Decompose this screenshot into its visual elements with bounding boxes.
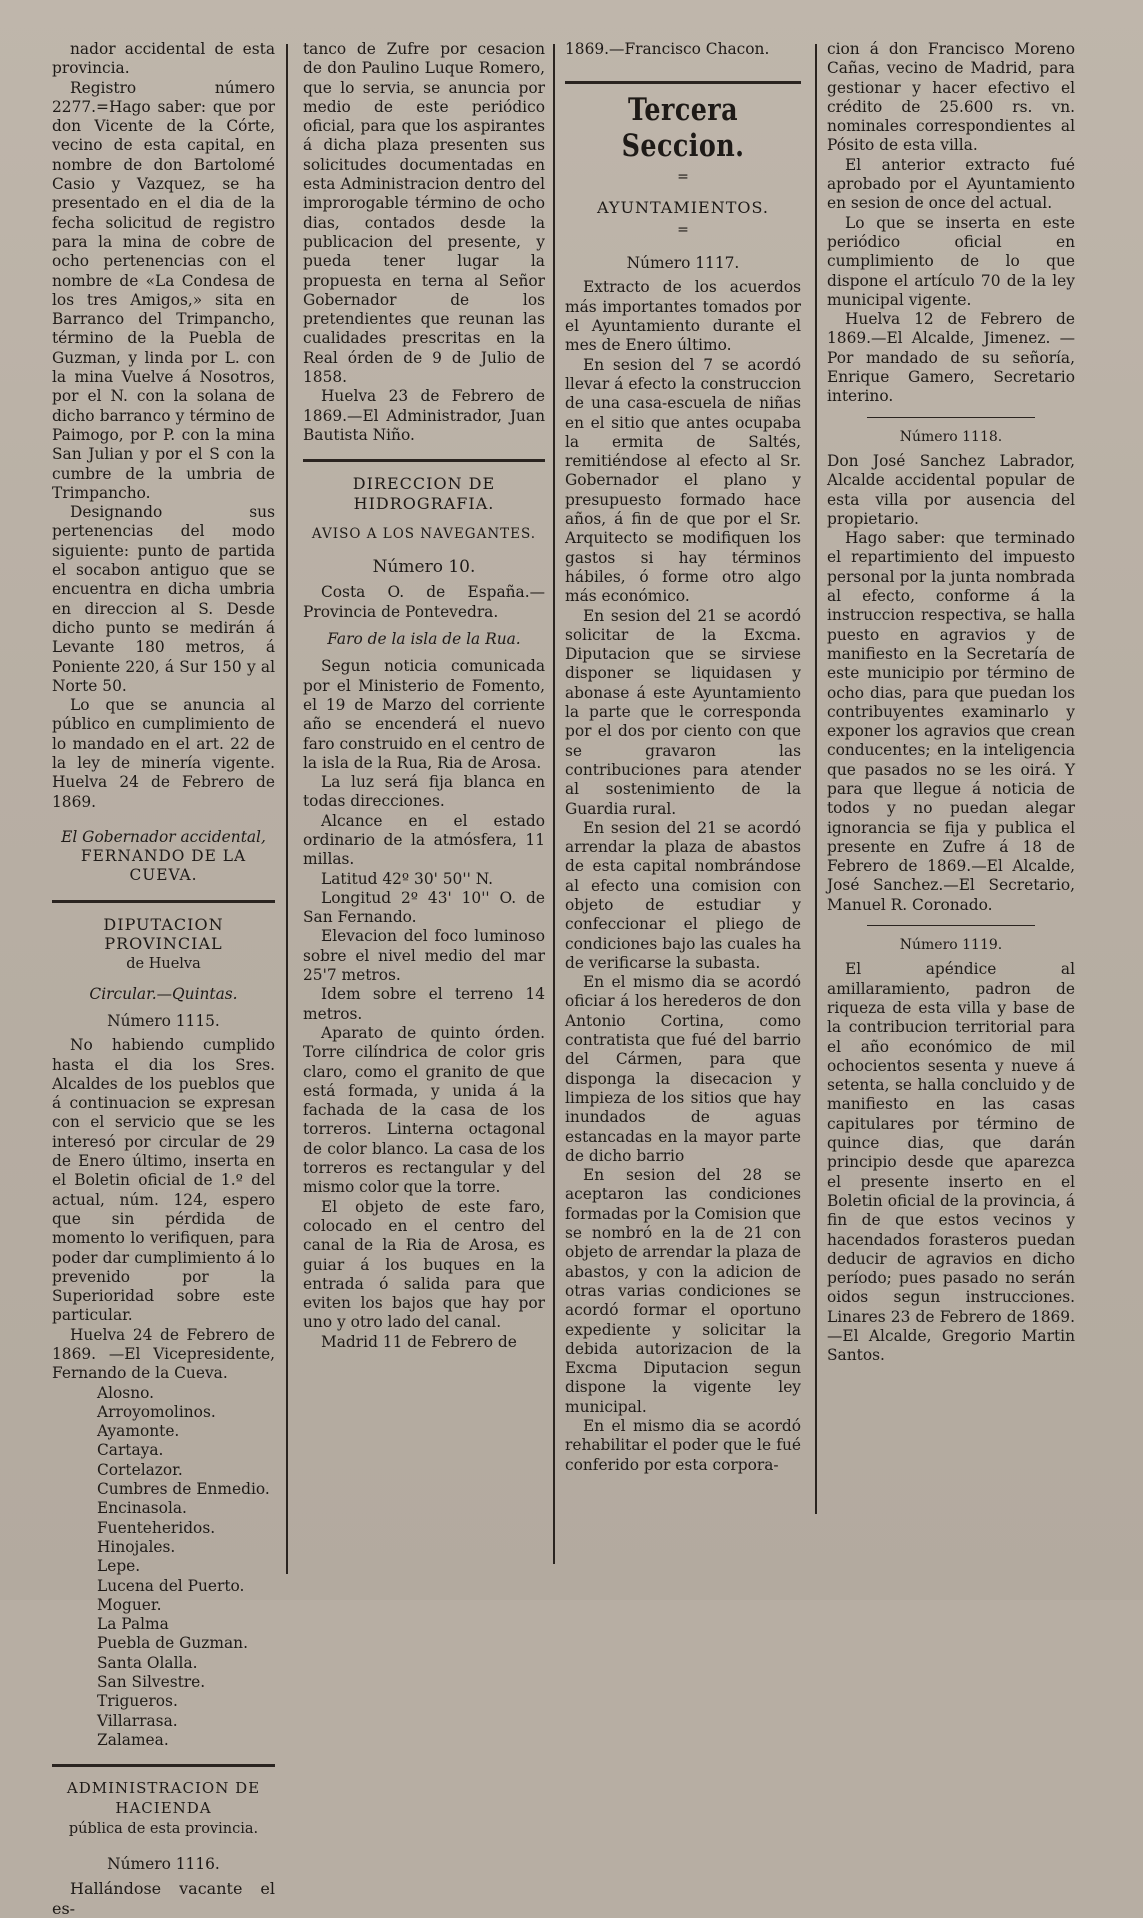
town-item: San Silvestre.	[97, 1673, 206, 1692]
notice-number: Número 10.	[372, 557, 476, 578]
town-item: Zalamea.	[97, 1730, 169, 1749]
signature-title: El Gobernador accidental,	[61, 827, 266, 846]
column-2	[303, 40, 545, 1590]
town-item: Alosno.	[97, 1383, 155, 1402]
paragraph: Huelva 24 de Febrero de 1869. —El Vicepresidente, Fernando de la Cueva.	[52, 1325, 275, 1383]
town-item: Lucena del Puerto.	[97, 1576, 245, 1595]
section-subheading: pública de esta provincia.	[68, 1820, 259, 1837]
section-rule	[867, 417, 1035, 418]
town-item: Trigueros.	[97, 1692, 178, 1711]
section-rule	[52, 900, 275, 903]
notice-number: Número 1118.	[899, 428, 1003, 445]
paragraph: En sesion del 28 se aceptaron las condiciones formadas por la Comision que se nombró en la de 21 con objeto de arrendar la plaza de abastos, y con la adicion de otras varias condiciones se acordó formar el oportuno expediente y solicitar la debida autorizacion de la Excma Diputacion segun dispone la vigente ley municipal.	[565, 1166, 801, 1416]
paragraph: En sesion del 21 se acordó solicitar de la Excma. Diputacion que se sirviese disponer se liquidasen y abonase á este Ayuntamiento la parte que le corresponda por el dos por ciento con que se gravaron las contribuciones para atender al sostenimiento de la Guardia rural.	[565, 606, 801, 818]
paragraph: Idem sobre el terreno 14 metros.	[303, 985, 545, 1023]
paragraph: En sesion del 7 se acordó llevar á efecto la construccion de una casa-escuela de niñas en el sitio que antes ocupaba la ermita de Saltés, remitiéndose al efecto al Sr. Gobernador el plano y presupuesto formado hace años, á fin de que por el Sr. Arquitecto se modifiquen los gastos si hay términos hábiles, ó forme otro algo más económico.	[565, 355, 801, 606]
paragraph: Hago saber: que terminado el repartimiento del impuesto personal por la junta nombrada al efecto, conforme á la instruccion respectiva, se halla puesto en agravios y de manifiesto en la Secretaría de este municipio por término de ocho dias, para que puedan los contribuyentes examinarlo y exponer los agravios que crean conducentes; en la inteligencia que pasados no se les oirá. Y para que llegue á noticia de todos y no puedan alegar ignorancia se fija y publica el presente en Zufre á 18 de Febrero de 1869.—El Alcalde, José Sanchez.—El Secretario, Manuel R. Coronado.	[827, 529, 1075, 914]
paragraph: Don José Sanchez Labrador, Alcalde accidental popular de esta villa por ausencia del propietario.	[827, 451, 1075, 528]
column-1	[52, 40, 275, 1918]
paragraph: Costa O. de España.—Provincia de Pontevedra.	[303, 583, 545, 621]
town-item: Fuenteheridos.	[97, 1518, 216, 1537]
paragraph: La luz será fija blanca en todas direcciones.	[303, 773, 545, 811]
paragraph: En el mismo dia se acordó oficiar á los herederos de don Antonio Cortina, como contratista que fué del barrio del Cármen, para que disponga la disecacion y limpieza de los sitios que hay inundados de aguas estancadas en la mayor parte de dicho barrio	[565, 973, 801, 1165]
paragraph: 1869.—Francisco Chacon.	[565, 40, 770, 58]
town-item: Moguer.	[97, 1595, 162, 1614]
section-rule	[867, 925, 1035, 926]
town-item: Cumbres de Enmedio.	[97, 1480, 270, 1499]
section-rule	[303, 459, 545, 462]
paragraph: Alcance en el estado ordinario de la atmósfera, 11 millas.	[303, 811, 545, 869]
column-divider	[553, 44, 555, 1564]
separator: =	[677, 169, 689, 186]
paragraph: Madrid 11 de Febrero de	[321, 1332, 517, 1351]
paragraph: Segun noticia comunicada por el Ministerio de Fomento, el 19 de Marzo del corriente año se encenderá el nuevo faro construido en el centro de la isla de la Rua, Ria de Arosa.	[303, 657, 545, 772]
paragraph: Elevacion del foco luminoso sobre el nivel medio del mar 25'7 metros.	[303, 927, 545, 985]
signature-name: FERNANDO DE LA CUEVA.	[80, 847, 247, 885]
notice-number: Número 1115.	[107, 1011, 220, 1030]
section-rule	[565, 81, 801, 84]
town-item: Arroyomolinos.	[97, 1402, 216, 1421]
town-item: Ayamonte.	[97, 1422, 180, 1441]
town-item: Encinasola.	[97, 1499, 187, 1518]
town-item: Puebla de Guzman.	[97, 1634, 248, 1653]
notice-subheading: AVISO A LOS NAVEGANTES.	[311, 525, 537, 542]
paragraph: Huelva 12 de Febrero de 1869.—El Alcalde, Jimenez. —Por mandado de su señoría, Enrique Gamero, Secretario interino.	[827, 310, 1075, 406]
paragraph: Huelva 23 de Febrero de 1869.—El Administrador, Juan Bautista Niño.	[303, 387, 545, 444]
column-3	[565, 40, 801, 1590]
lighthouse-title: Faro de la isla de la Rua.	[327, 630, 521, 649]
column-divider	[286, 44, 288, 1574]
paragraph: Aparato de quinto órden. Torre cilíndrica de color gris claro, como el granito de que está formada, y unida á la fachada de la casa de los torreros. Linterna octagonal de color blanco. La casa de los torreros es rectangular y del mismo color que la torre.	[303, 1023, 545, 1197]
notice-number: Número 1117.	[626, 254, 740, 273]
section-heading: ADMINISTRACION DE HACIENDA	[66, 1779, 261, 1817]
paragraph: Lo que se inserta en este periódico oficial en cumplimiento de lo que dispone el artículo 70 de la ley municipal vigente.	[827, 213, 1075, 309]
paragraph: El objeto de este faro, colocado en el centro del canal de la Ria de Arosa, es guiar á los buques en la entrada ó salida para que eviten los bajos que hay por uno y otro lado del canal.	[303, 1197, 545, 1332]
paragraph: El anterior extracto fué aprobado por el Ayuntamiento en sesion de once del actual.	[827, 155, 1075, 213]
paragraph: Lo que se anuncia al público en cumplimiento de lo mandado en el art. 22 de la ley de minería vigente. Huelva 24 de Febrero de 1869.	[52, 696, 275, 811]
notice-number: Número 1116.	[107, 1855, 220, 1874]
separator: =	[677, 221, 689, 238]
paragraph: No habiendo cumplido hasta el dia los Sres. Alcaldes de los pueblos que á continuacion se expresan con el servicio que se les interesó por circular de 29 de Enero último, inserta en el Boletin oficial de 1.º del actual, núm. 124, espero que sin pérdida de momento lo verifiquen, para poder dar cumplimiento á lo prevenido por la Superioridad sobre este particular.	[52, 1036, 275, 1325]
paragraph: Hallándose vacante el es-	[52, 1879, 275, 1918]
town-item: La Palma	[97, 1615, 169, 1634]
section-heading: AYUNTAMIENTOS.	[597, 197, 769, 217]
section-rule	[52, 1764, 275, 1767]
town-item: Santa Olalla.	[97, 1653, 198, 1672]
paragraph: Longitud 2º 43' 10'' O. de San Fernando.	[303, 888, 545, 927]
town-item: Hinojales.	[97, 1537, 176, 1556]
paragraph: nador accidental de esta provincia.	[52, 40, 275, 78]
paragraph: Latitud 42º 30' 50'' N.	[321, 869, 494, 888]
paragraph: Registro número 2277.=Hago saber: que por don Vicente de la Córte, vecino de esta capital, en nombre de don Bartolomé Casio y Vazquez, se ha presentado en el dia de la fecha solicitud de registro para la mina de cobre de ocho pertenencias con el nombre de «La Condesa de los tres Amigos,» sita en Barranco del Trimpancho, término de la Puebla de Guzman, y linda por L. con la mina Vuelve á Nosotros, por el N. con la solana de dicho barranco y término de Paimogo, por P. con la mina San Julian y por el S con la cumbre de la umbria de Trimpancho.	[52, 78, 275, 502]
section-title: Tercera Seccion.	[621, 92, 745, 165]
paragraph: El apéndice al amillaramiento, padron de riqueza de esta villa y base de la contribucion territorial para el año económico de mil ochocientos sesenta y nueve á setenta, se halla concluido y de manifiesto en las casas capitulares por término de quince dias, que darán principio desde que aparezca el presente inserto en el Boletin oficial de la provincia, á fin de que estos vecinos y hacendados forasteros puedan deducir de agravios en dicho período; pues pasado no serán oidos segun instrucciones. Linares 23 de Febrero de 1869.—El Alcalde, Gregorio Martin Santos.	[827, 960, 1075, 1365]
town-item: Lepe.	[97, 1557, 141, 1576]
town-item: Cortelazor.	[97, 1460, 183, 1479]
paragraph: Designando sus pertenencias del modo siguiente: punto de partida el socabon antiguo que se encuentra en dicha umbria en direccion al S. Desde dicho punto se medirán á Levante 180 metros, á Poniente 220, á Sur 150 y al Norte 50.	[52, 503, 275, 695]
column-4	[827, 40, 1075, 1590]
notice-number: Número 1119.	[899, 937, 1003, 954]
town-item: Villarrasa.	[97, 1711, 178, 1730]
town-item: Cartaya.	[97, 1441, 164, 1460]
paragraph: cion á don Francisco Moreno Cañas, vecino de Madrid, para gestionar y hacer efectivo el crédito de 25.600 rs. vn. nominales correspondientes al Pósito de esta villa.	[827, 40, 1075, 155]
town-list	[52, 1384, 275, 1751]
section-heading: DIRECCION DE HIDROGRAFIA.	[352, 474, 496, 513]
paragraph: Extracto de los acuerdos más importantes tomados por el Ayuntamiento durante el mes de Enero último.	[565, 278, 801, 355]
section-heading: DIPUTACION PROVINCIAL	[103, 914, 224, 954]
section-subheading: de Huelva	[126, 956, 201, 973]
paragraph: En sesion del 21 se acordó arrendar la plaza de abastos de esta capital nombrándose al efecto una comision con objeto de estudiar y confeccionar el pliego de condiciones bajo las cuales ha de verificarse la subasta.	[565, 818, 801, 972]
column-divider	[815, 44, 817, 1514]
circular-title: Circular.—Quintas.	[89, 984, 238, 1003]
paragraph: tanco de Zufre por cesacion de don Paulino Luque Romero, que lo servia, se anuncia por medio de este periódico oficial, para que los aspirantes á dicha plaza presenten sus solicitudes documentadas en esta Administracion dentro del improrogable término de ocho dias, contados desde la publicacion del presente, y pueda tener lugar la propuesta en terna al Señor Gobernador de los pretendientes que reunan las cualidades prescritas en la Real órden de 9 de Julio de 1858.	[303, 40, 545, 387]
paragraph: En el mismo dia se acordó rehabilitar el poder que le fué conferido por esta corpora-	[565, 1417, 801, 1474]
